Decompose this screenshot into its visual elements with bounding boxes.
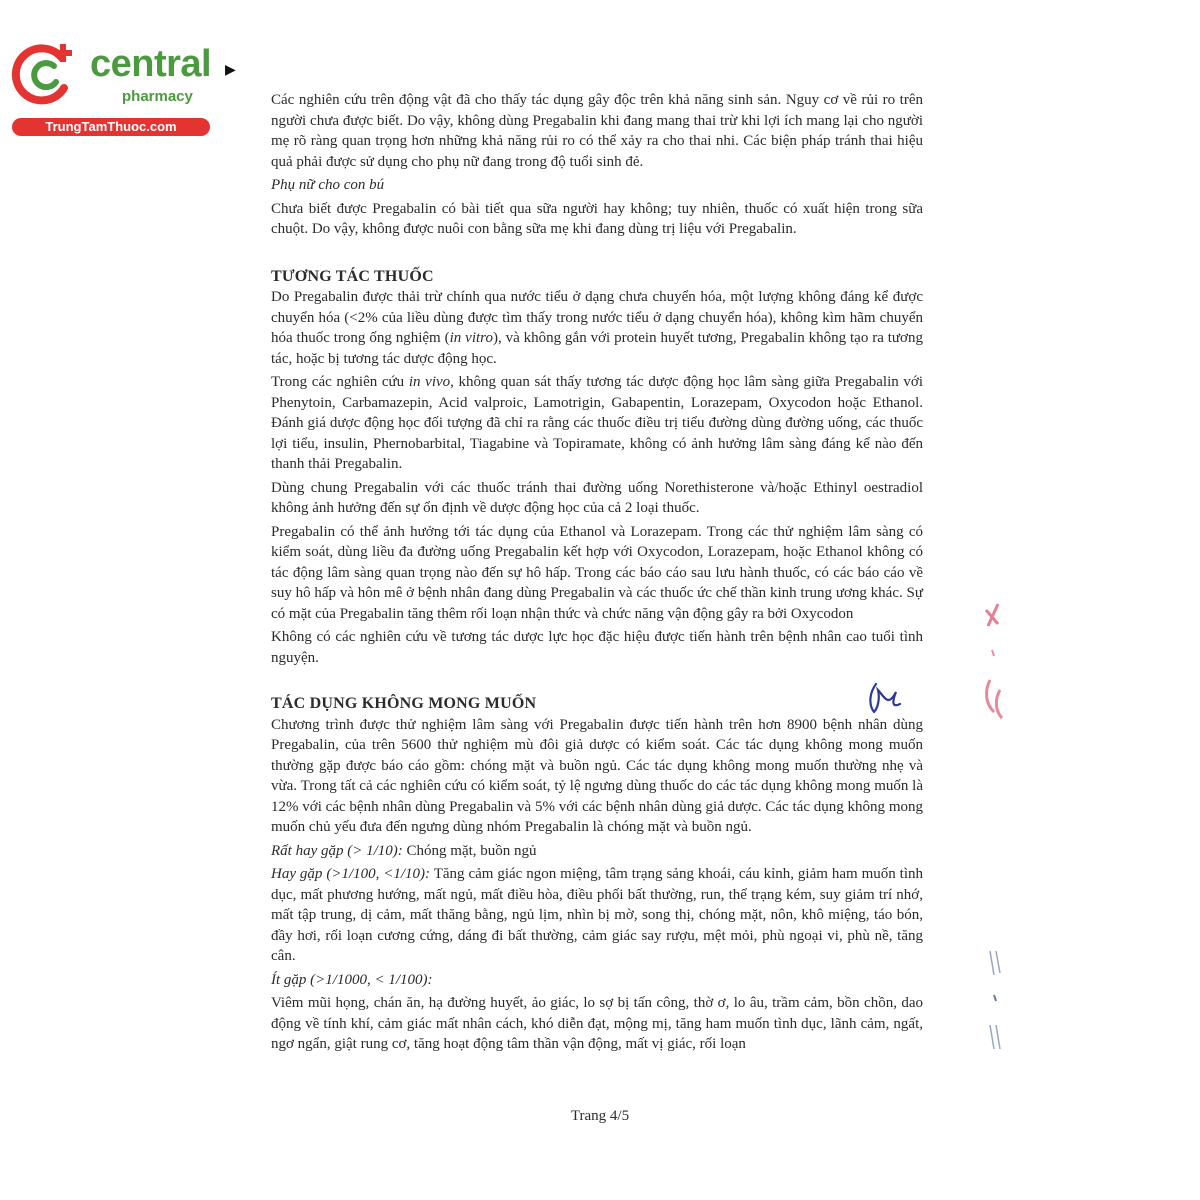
heading-drug-interactions: TƯƠNG TÁC THUỐC <box>271 267 434 285</box>
text-run-italic: in vivo <box>408 374 451 390</box>
paragraph-breastfeeding: Chưa biết được Pregabalin có bài tiết qua sữa người hay không; tuy nhiên, thuốc có xuất hiện trong sữa chuột. Do vậy, không được nuôi con bằng sữa mẹ khi đang dùng trị liệu với Pregabalin. <box>271 200 923 237</box>
logo-brand-text: central <box>90 43 212 85</box>
heading-adverse-effects: TÁC DỤNG KHÔNG MONG MUỐN <box>271 695 537 712</box>
paragraph-common <box>271 864 923 967</box>
page-number: Trang 4/5 <box>570 1108 630 1124</box>
frequency-label: Rất hay gặp (> 1/10): <box>271 842 403 859</box>
margin-mark-icon <box>984 945 1008 1055</box>
text-run-italic: in vitro <box>449 330 493 346</box>
handwritten-signature-icon <box>862 678 906 722</box>
document-body <box>271 90 923 1058</box>
text-run: Chóng mặt, buồn ngủ <box>402 842 537 859</box>
paragraph-animal-studies: Các nghiên cứu trên động vật đã cho thấy tác dụng gây độc trên khả năng sinh sản. Nguy cơ về rủi ro trên người chưa được biết. Do vậy, không dùng Pregabalin khi đang mang thai trừ khi lợi ích mang lại cho người mẹ rõ ràng quan trọng hơn những khả năng rủi ro có thể xảy ra cho thai nhi. Các biện pháp tránh thai hiệu quả phải được sử dụng cho phụ nữ đang trong độ tuổi sinh đẻ. <box>271 92 923 170</box>
logo-sub-text: pharmacy <box>122 88 193 105</box>
text-run: Do Pregabalin được thải trừ chính qua nước tiểu ở dạng chưa chuyển hóa, một lượng không đáng kể được chuyển hóa (<2% của liều dùng được tìm thấy trong nước tiểu ở dạng chuyển hóa), không kìm hãm chuyển hóa thuốc trong ống nghiệm ( <box>271 289 923 346</box>
stamp-fragment-icon <box>980 600 1010 730</box>
paragraph-invivo <box>271 372 923 475</box>
paragraph-very-common <box>271 841 923 862</box>
central-pharmacy-logo-icon <box>10 38 82 110</box>
logo-site-badge: TrungTamThuoc.com <box>12 118 210 136</box>
paragraph-clinical-program: Chương trình được thử nghiệm lâm sàng với Pregabalin được tiến hành trên hơn 8900 bệnh nhân dùng Pregabalin, của trên 5600 thử nghiệm mù đôi giả dược có kiểm soát. Các tác dụng không mong muốn thường gặp được báo cáo gồm: chóng mặt và buồn ngủ. Các tác dụng không mong muốn thường nhẹ và vừa. Trong tất cả các nghiên cứu có kiểm soát, tỷ lệ ngưng dùng thuốc do các tác dụng không mong muốn là 12% với các bệnh nhân dùng Pregabalin và 5% với các bệnh nhân dùng giả dược. Các tác dụng không mong muốn chủ yếu đưa đến ngưng dùng nhóm Pregabalin là chóng mặt và buồn ngủ. <box>271 716 923 835</box>
pharmacy-logo[interactable] <box>10 38 220 138</box>
frequency-label-uncommon: Ít gặp (>1/1000, < 1/100): <box>271 971 433 988</box>
paragraph-elimination <box>271 287 923 369</box>
text-run: , không quan sát thấy tương tác dược động học lâm sàng giữa Pregabalin với Phenytoin, Carbamazepin, Acid valproic, Lamotrigin, Gabapentin, Lorazepam, Oxycodon hoặc Ethanol. Đánh giá dược động học đối tượng đã chỉ ra rằng các thuốc điều trị tiểu đường dùng đường uống, các thuốc lợi tiểu, insulin, Phernobarbital, Tiagabine và Topiramate, không có ảnh hưởng lâm sàng đáng kể nào đến thanh thải Pregabalin. <box>271 374 923 472</box>
subheading-breastfeeding: Phụ nữ cho con bú <box>271 177 385 193</box>
paragraph-elderly: Không có các nghiên cứu về tương tác dược lực học đặc hiệu được tiến hành trên bệnh nhân cao tuổi tình nguyện. <box>271 629 923 666</box>
paragraph-uncommon: Viêm mũi họng, chán ăn, hạ đường huyết, ảo giác, lo sợ bị tấn công, thờ ơ, lo âu, trầm cảm, bồn chồn, dao động về tính khí, cảm giác mất nhân cách, khó diễn đạt, mộng mị, tăng ham muốn tình dục, lãnh cảm, ngất, ngơ ngẩn, giật rung cơ, tăng hoạt động tâm thần vận động, mất vị giác, rối loạn <box>271 995 923 1052</box>
text-run: Trong các nghiên cứu <box>271 374 409 390</box>
paragraph-contraceptives: Dùng chung Pregabalin với các thuốc tránh thai đường uống Norethisterone và/hoặc Ethinyl oestradiol không ảnh hưởng đến sự ổn định về dược động học của cả 2 loại thuốc. <box>271 479 923 516</box>
text-run: Tăng cảm giác ngon miệng, tâm trạng sảng khoái, cáu kỉnh, giảm ham muốn tình dục, mất phương hướng, mất ngủ, mất điều hòa, điều phối bất thường, run, thể trạng kém, suy giảm trí nhớ, mất tập trung, dị cảm, mất thăng bằng, ngủ lịm, nhìn bị mờ, song thị, chóng mặt, nôn, khô miệng, táo bón, đầy hơi, rối loạn cương cứng, dáng đi bất thường, cảm giác say rượu, mệt mỏi, phù ngoại vi, phù nề, tăng cân. <box>271 866 923 964</box>
paragraph-ethanol-lorazepam: Pregabalin có thể ảnh hưởng tới tác dụng của Ethanol và Lorazepam. Trong các thử nghiệm lâm sàng có kiểm soát, dùng liều đa đường uống Pregabalin kết hợp với Oxycodon, Lorazepam, hoặc Ethanol không có tác động lâm sàng quan trọng nào đến sự hô hấp. Trong các báo cáo sau lưu hành thuốc, có các báo cáo về suy hô hấp và hôn mê ở bệnh nhân đang dùng Pregabalin và các thuốc ức chế thần kinh trung ương khác. Sự có mặt của Pregabalin tăng thêm rối loạn nhận thức và chức năng vận động gây ra bởi Oxycodon <box>271 523 923 622</box>
scan-speck: ▶ <box>225 63 236 78</box>
text-run: ), và không gắn với protein huyết tương, Pregabalin không tạo ra tương tác, hoặc bị tương tác dược động học. <box>271 330 923 367</box>
frequency-label: Hay gặp (>1/100, <1/10): <box>271 866 431 882</box>
